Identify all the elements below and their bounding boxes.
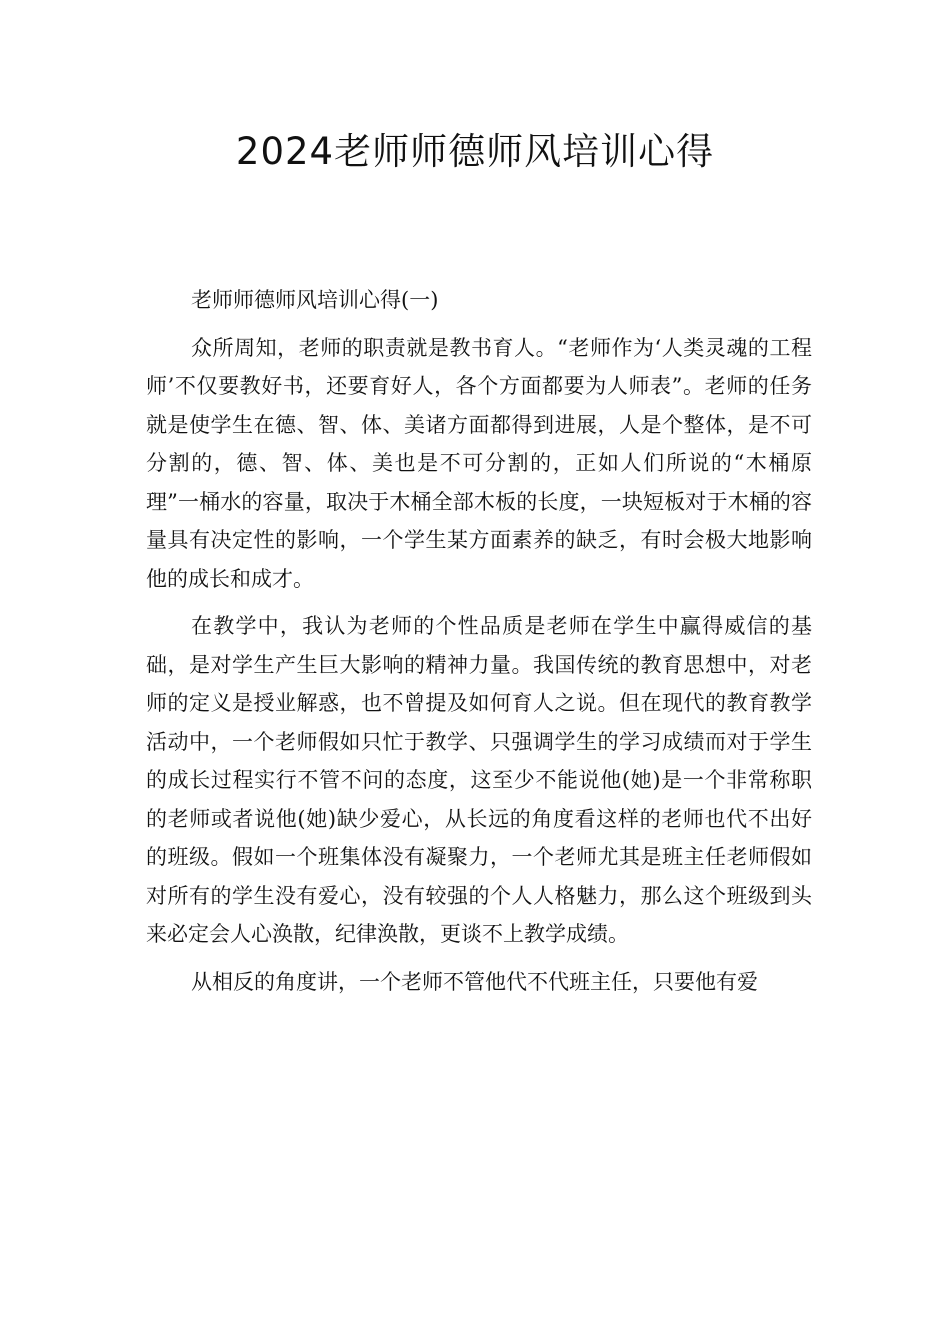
paragraph: 从相反的角度讲，一个老师不管他代不代班主任，只要他有爱 <box>191 969 758 994</box>
section-heading: 老师师德师风培训心得(一) <box>191 288 439 312</box>
paragraph: 在教学中，我认为老师的个性品质是老师在学生中赢得威信的基础，是对学生产生巨大影响的精神力量。我国传统的教育思想中，对老师的定义是授业解惑，也不曾提及如何育人之说。但在现代的教育教学活动中，一个老师假如只忙于教学、只强调学生的学习成绩而对于学生的成长过程实行不管不问的态度，这至少不能说他(她)是一个非常称职的老师或者说他(她)缺少爱心，从长远的角度看这样的老师也代不出好的班级。假如一个班集体没有凝聚力，一个老师尤其是班主任老师假如对所有的学生没有爱心，没有较强的个人人格魅力，那么这个班级到头来必定会人心涣散，纪律涣散，更谈不上教学成绩。 <box>146 614 812 946</box>
paragraph: 众所周知，老师的职责就是教书育人。“老师作为‘人类灵魂的工程师’不仅要教好书，还要育好人，各个方面都要为人师表”。老师的任务就是使学生在德、智、体、美诸方面都得到进展，人是个整体，是不可分割的，德、智、体、美也是不可分割的，正如人们所说的“木桶原理”一桶水的容量，取决于木桶全部木板的长度，一块短板对于木桶的容量具有决定性的影响，一个学生某方面素养的缺乏，有时会极大地影响他的成长和成才。 <box>146 335 812 591</box>
document-body <box>146 281 812 1010</box>
document-title: 2024老师师德师风培训心得 <box>235 130 715 173</box>
